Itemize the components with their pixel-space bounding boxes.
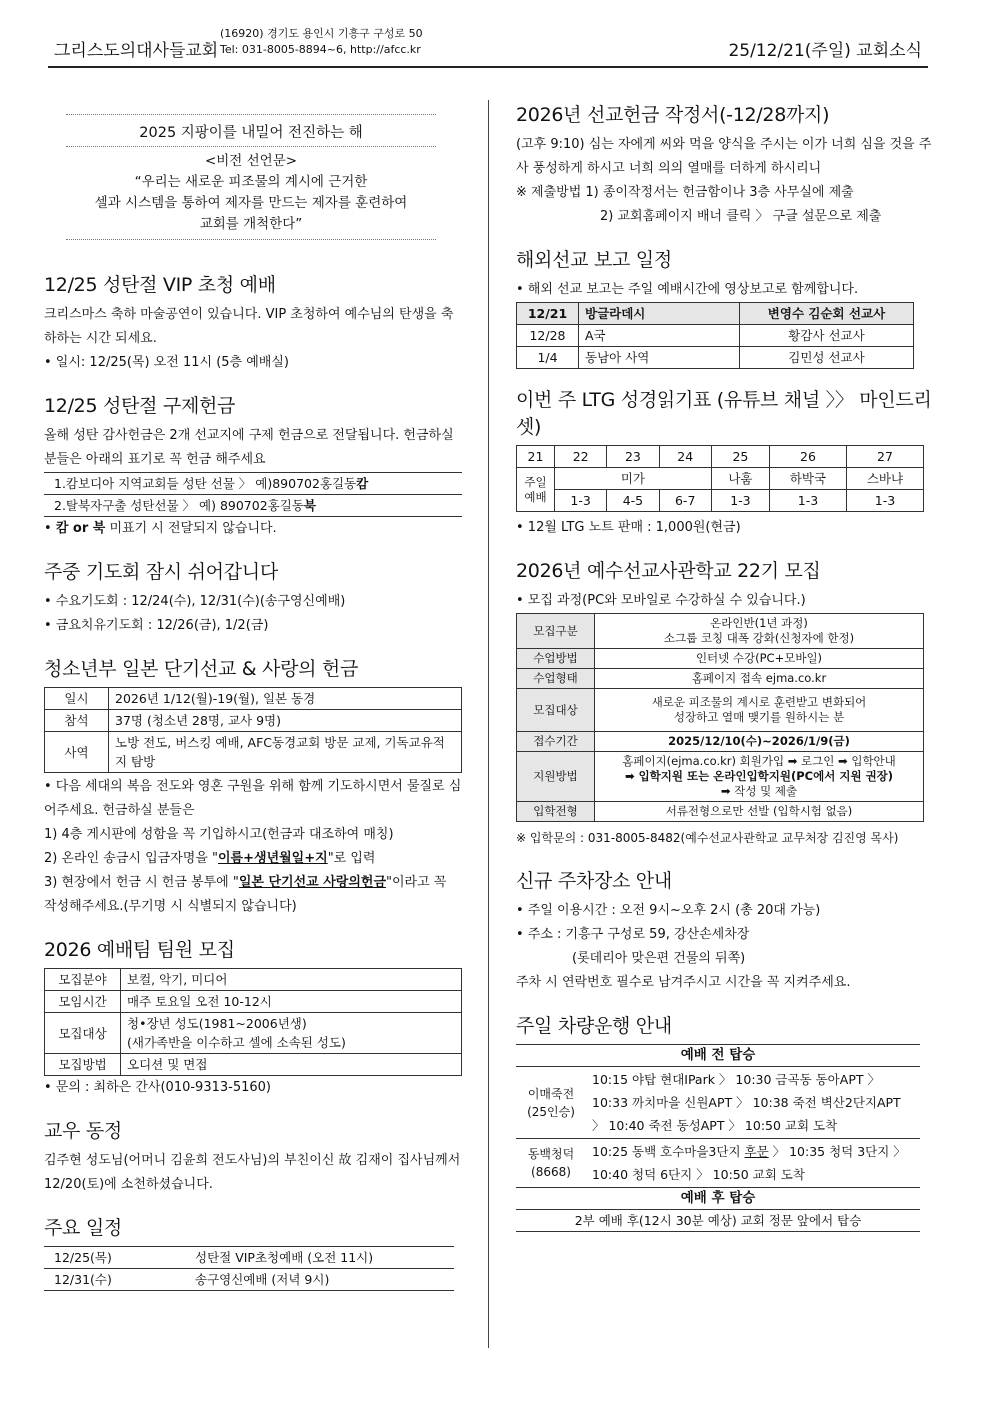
value-line: ➡ 작성 및 제출 (720, 784, 798, 798)
book-cell: 나훔 (711, 468, 769, 490)
book-cell: 하박국 (769, 468, 846, 490)
schedule-date: 12/31(수) (44, 1269, 189, 1291)
report-date: 12/21 (517, 303, 579, 325)
table-row (517, 446, 924, 468)
value-line: 성장하고 열매 맺기를 원하시는 분 (673, 710, 845, 724)
section-title: 2026 예배팀 팀원 모집 (44, 939, 235, 961)
relief-option: 2.탈북자구출 성탄선물 〉 예) 890702홍길동 (54, 498, 304, 513)
section-title: 주중 기도회 잠시 쉬어갑니다 (44, 561, 278, 583)
worship-team-table (44, 968, 462, 1076)
table-row (45, 969, 462, 991)
table-row (517, 614, 924, 649)
route-sub: (8668) (531, 1165, 571, 1179)
table-key: 사역 (45, 732, 109, 773)
table-row (44, 1247, 454, 1269)
value-line: 홈페이지(ejma.co.kr) 회원가입 ➡ 로그인 ➡ 입학안내 (622, 754, 896, 768)
table-key: 모집분야 (45, 969, 121, 991)
route-stops (586, 1139, 920, 1188)
schedule-section (44, 1213, 462, 1291)
mission-offering-verse: (고후 9:10) 심는 자에게 씨와 먹을 양식을 주시는 이가 너희 심을 것을 주사 풍성하게 하시고 너희 의의 열매를 더하게 하시리니 (516, 137, 932, 176)
youth-step (44, 871, 462, 919)
value-line: ➡ 입학지원 또는 온라인입학지원(PC에서 지원 권장) (624, 769, 894, 783)
section-title: 청소년부 일본 단기선교 & 사랑의 헌금 (44, 658, 359, 680)
table-row (45, 688, 462, 710)
chapter-cell: 1-3 (711, 490, 769, 512)
table-key: 모집대상 (517, 689, 595, 732)
vision-line: “우리는 새로운 피조물의 계시에 근거한 (134, 174, 368, 190)
vip-body: 크리스마스 축하 마술공연이 있습니다. VIP 초청하여 예수님의 탄생을 축하하는 시간 되세요. (44, 307, 454, 346)
step-mark: 이름+생년월일+지 (218, 851, 328, 866)
youth-step (44, 847, 462, 871)
vision-subtitle: <비전 선언문> (204, 153, 298, 169)
value-line: 청•장년 성도(1981~2006년생) (127, 1016, 307, 1031)
relief-section (44, 391, 462, 541)
table-key: 모집구분 (517, 614, 595, 649)
table-value: 오디션 및 면접 (121, 1054, 462, 1076)
section-title: 이번 주 LTG 성경읽기표 (유튜브 채널 〉〉 마인드리셋) (516, 389, 932, 438)
table-key: 접수기간 (517, 732, 595, 752)
address-line: (16920) 경기도 용인시 기흥구 구성로 50 (220, 27, 423, 40)
table-row (45, 1054, 462, 1076)
chapter-cell: 1-3 (846, 490, 923, 512)
table-key: 참석 (45, 710, 109, 732)
youth-table (44, 687, 462, 773)
bullet: • (44, 521, 56, 536)
report-date: 12/28 (517, 325, 579, 347)
schedule-table (44, 1246, 454, 1291)
table-value: 매주 토요일 오전 10-12시 (121, 991, 462, 1013)
table-key: 모임시간 (45, 991, 121, 1013)
table-row (516, 1045, 920, 1067)
chapter-cell: 4-5 (607, 490, 659, 512)
value-line: (새가족반을 이수하고 셀에 소속된 성도) (127, 1035, 346, 1050)
schedule-event: 송구영신예배 (저녁 9시) (189, 1269, 454, 1291)
section-title: 12/25 성탄절 VIP 초청 예배 (44, 274, 276, 296)
vision-statement (66, 114, 436, 240)
table-row (517, 347, 914, 369)
vip-section (44, 270, 462, 375)
table-row (45, 991, 462, 1013)
parking-section (516, 866, 934, 995)
table-value (595, 689, 924, 732)
section-title: 해외선교 보고 일정 (516, 249, 672, 271)
table-key: 모집대상 (45, 1013, 121, 1054)
schedule-date: 12/25(목) (44, 1247, 189, 1269)
church-name: 그리스도의대사들교회 (54, 41, 219, 61)
relief-options (44, 472, 462, 517)
book-cell: 미가 (555, 468, 712, 490)
youth-step: 1) 4층 게시판에 성함을 꼭 기입하시고(헌금과 대조하여 매칭) (44, 827, 394, 842)
report-missionary: 변영수 김순회 선교사 (740, 303, 914, 325)
value-line: 소그룹 코칭 대폭 강화(신청자에 한정) (663, 631, 855, 645)
stop-line: 10:33 까치마을 신원APT 〉 10:38 죽전 벽산2단지APT (592, 1095, 901, 1110)
shuttle-table (516, 1044, 920, 1232)
school-note: • 모집 과정(PC와 모바일로 수강하실 수 있습니다.) (516, 593, 806, 608)
prayer-section (44, 557, 462, 638)
table-key: 지원방법 (517, 752, 595, 802)
contact-line: Tel: 031-8005-8894~6, http://afcc.kr (220, 43, 421, 56)
table-key: 모집방법 (45, 1054, 121, 1076)
report-place: A국 (579, 325, 740, 347)
table-value: 2025/12/10(수)~2026/1/9(금) (595, 732, 924, 752)
ltg-table (516, 445, 924, 512)
shuttle-after-header: 예배 후 탑승 (516, 1188, 920, 1210)
value-line: 새로운 피조물의 계시로 훈련받고 변화되어 (651, 695, 867, 709)
ltg-note: • 12월 LTG 노트 판매 : 1,000원(현금) (516, 520, 741, 535)
vision-line: 셀과 시스템을 통하여 제자를 만드는 제자를 훈련하여 (94, 195, 408, 211)
table-row (517, 732, 924, 752)
table-value: 인터넷 수강(PC+모바일) (595, 649, 924, 669)
relief-body: 올해 성탄 감사헌금은 2개 선교지에 구제 헌금으로 전달됩니다. 헌금하실 분들은 아래의 표기로 꼭 헌금 해주세요 (44, 428, 454, 467)
news-body: 김주현 성도님(어머니 김윤희 전도사님)의 부친이신 故 김재이 집사님께서 12/20(토)에 소천하셨습니다. (44, 1153, 461, 1192)
book-cell: 스바냐 (846, 468, 923, 490)
youth-section (44, 654, 462, 919)
parking-line: (롯데리아 맞은편 건물의 뒤쪽) (572, 951, 746, 966)
table-row (517, 752, 924, 802)
report-date: 1/4 (517, 347, 579, 369)
report-place: 동남아 사역 (579, 347, 740, 369)
left-column (44, 100, 462, 1291)
relief-note (44, 517, 462, 541)
chapter-cell: 1-3 (769, 490, 846, 512)
relief-option: 1.캄보디아 지역교회들 성탄 선물 〉 예)890702홍길동 (54, 476, 357, 491)
parking-line: 주차 시 연락번호 필수로 남겨주시고 시간을 꼭 지켜주세요. (516, 975, 851, 990)
table-key: 일시 (45, 688, 109, 710)
table-row (517, 490, 924, 512)
day-cell: 22 (555, 446, 607, 468)
vision-title: 2025 지팡이를 내밀어 전진하는 해 (66, 121, 436, 147)
school-section (516, 556, 934, 850)
table-value (595, 752, 924, 802)
shuttle-before-header: 예배 전 탑승 (516, 1045, 920, 1067)
step-text: 3) 현장에서 헌금 시 헌금 봉투에 " (44, 875, 239, 890)
right-column (516, 100, 934, 1232)
report-table (516, 302, 914, 369)
relief-mark: 캄 (356, 476, 369, 491)
relief-mark: 북 (303, 498, 316, 513)
ltg-row-label: 주일 예배 (517, 468, 555, 512)
stop-text: 〉 10:35 청덕 3단지 〉 (768, 1144, 906, 1159)
route-label: 동백청덕 (527, 1147, 575, 1161)
parking-line: • 주소 : 기흥구 구성로 59, 강산손세차장 (516, 927, 750, 942)
section-title: 신규 주차장소 안내 (516, 870, 672, 892)
day-cell: 26 (769, 446, 846, 468)
stop-line: 10:40 청덕 6단지 〉 10:50 교회 도착 (592, 1167, 805, 1182)
report-section (516, 245, 934, 369)
stop-line: 10:15 야탑 현대IPark 〉 10:30 금곡동 동아APT 〉 (592, 1072, 880, 1087)
prayer-line: • 수요기도회 : 12/24(수), 12/31(수)(송구영신예배) (44, 594, 346, 609)
section-title: 주요 일정 (44, 1217, 122, 1239)
route-stops (586, 1067, 920, 1139)
worship-team-contact: • 문의 : 최하은 간사(010-9313-5160) (44, 1080, 271, 1095)
table-value: 서류전형으로만 선발 (입학시험 없음) (595, 802, 924, 822)
column-divider (488, 100, 489, 1348)
table-row (516, 1139, 920, 1188)
report-place: 방글라데시 (579, 303, 740, 325)
step-text: 2) 온라인 송금시 입금자명을 " (44, 851, 218, 866)
route-name (516, 1139, 586, 1188)
section-title: 12/25 성탄절 구제헌금 (44, 395, 236, 417)
stop-line (592, 1140, 914, 1163)
table-row (517, 325, 914, 347)
table-row (517, 303, 914, 325)
vip-when: • 일시: 12/25(목) 오전 11시 (5층 예배실) (44, 355, 289, 370)
table-value: 보컬, 악기, 미디어 (121, 969, 462, 991)
table-key: 수업형태 (517, 669, 595, 689)
school-contact: ※ 입학문의 : 031-8005-8482(예수선교사관학교 교무처장 김진영 목사) (516, 831, 899, 845)
route-label: 이매죽전 (527, 1086, 575, 1101)
relief-note-mark: 캄 or 북 (55, 521, 106, 536)
mission-offering-section (516, 100, 934, 229)
step-text: "로 입력 (327, 851, 376, 866)
table-row (516, 1210, 920, 1232)
stop-mark: 후문 (744, 1144, 769, 1159)
relief-note-text: 미표기 시 전달되지 않습니다. (105, 521, 277, 536)
day-cell: 27 (846, 446, 923, 468)
table-value: 2026년 1/12(월)-19(월), 일본 동경 (109, 688, 462, 710)
news-section (44, 1116, 462, 1197)
youth-body: • 다음 세대의 복음 전도와 영혼 구원을 위해 함께 기도하시면서 물질로 심어주세요. 헌금하실 분들은 (44, 779, 462, 818)
day-cell: 21 (517, 446, 555, 468)
table-row (517, 649, 924, 669)
day-cell: 23 (607, 446, 659, 468)
table-row (517, 802, 924, 822)
worship-team-section (44, 935, 462, 1100)
page-header (48, 24, 928, 68)
submission-method: ※ 제출방법 1) 종이작정서는 헌금함이나 3층 사무실에 제출 (516, 185, 854, 200)
table-row (45, 710, 462, 732)
report-missionary: 김민성 선교사 (740, 347, 914, 369)
church-address (220, 26, 423, 58)
section-title: 2026년 선교헌금 작정서(-12/28까지) (516, 104, 830, 126)
table-row (517, 669, 924, 689)
report-missionary: 황감사 선교사 (740, 325, 914, 347)
route-sub: (25인승) (527, 1104, 575, 1119)
table-value (595, 614, 924, 649)
bulletin-date: 25/12/21(주일) 교회소식 (728, 41, 922, 61)
route-name (516, 1067, 586, 1139)
school-table (516, 613, 924, 822)
table-row (517, 689, 924, 732)
vision-line: 교회를 개척한다” (199, 216, 303, 232)
value-line: 온라인반(1년 과정) (710, 616, 808, 630)
section-title: 주일 차량운행 안내 (516, 1015, 672, 1037)
section-title: 2026년 예수선교사관학교 22기 모집 (516, 560, 821, 582)
step-text: "이라고 꼭 작성해주세요.(무기명 시 식별되지 않습니다) (44, 875, 447, 914)
day-cell: 24 (659, 446, 711, 468)
section-title: 교우 동정 (44, 1120, 122, 1142)
chapter-cell: 6-7 (659, 490, 711, 512)
prayer-line: • 금요치유기도회 : 12/26(금), 1/2(금) (44, 618, 269, 633)
step-mark: 일본 단기선교 사랑의헌금 (238, 875, 387, 890)
ltg-section (516, 385, 934, 540)
chapter-cell: 1-3 (555, 490, 607, 512)
stop-text: 10:25 동백 호수마을3단지 (592, 1144, 745, 1159)
submission-method: 2) 교회홈페이지 배너 클릭 〉 구글 설문으로 제출 (600, 209, 882, 224)
report-note: • 해외 선교 보고는 주일 예배시간에 영상보고로 함께합니다. (516, 282, 859, 297)
table-value: 홈페이지 접속 ejma.co.kr (595, 669, 924, 689)
table-row (45, 1013, 462, 1054)
table-value: 37명 (청소년 28명, 교사 9명) (109, 710, 462, 732)
stop-line: 〉 10:40 죽전 동성APT 〉 10:50 교회 도착 (592, 1118, 838, 1133)
schedule-event: 성탄절 VIP초청예배 (오전 11시) (189, 1247, 454, 1269)
table-value (121, 1013, 462, 1054)
table-row (517, 468, 924, 490)
table-key: 수업방법 (517, 649, 595, 669)
table-row (45, 732, 462, 773)
day-cell: 25 (711, 446, 769, 468)
table-row (44, 1269, 454, 1291)
parking-line: • 주일 이용시간 : 오전 9시~오후 2시 (총 20대 가능) (516, 903, 821, 918)
shuttle-after-note: 2부 예배 후(12시 30분 예상) 교회 정문 앞에서 탑승 (516, 1210, 920, 1232)
table-row (516, 1188, 920, 1210)
table-row (516, 1067, 920, 1139)
table-value: 노방 전도, 버스킹 예배, AFC동경교회 방문 교제, 기독교유적지 탐방 (109, 732, 462, 773)
shuttle-section (516, 1011, 934, 1232)
table-key: 입학전형 (517, 802, 595, 822)
